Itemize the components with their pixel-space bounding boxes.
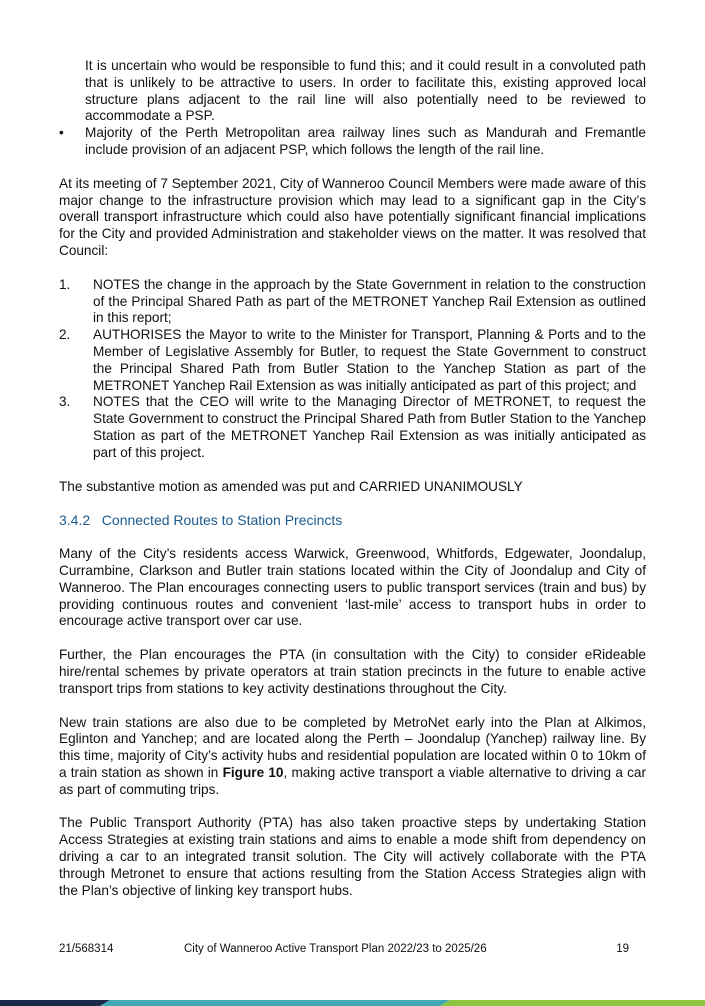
band-green-segment <box>440 1000 705 1006</box>
page-number: 19 <box>616 943 629 955</box>
resolution-item <box>59 394 646 461</box>
resolution-number: 2. <box>59 327 71 343</box>
bullet-item <box>59 125 646 159</box>
band-teal-segment <box>100 1000 450 1006</box>
page-footer <box>59 941 646 958</box>
new-stations-text: New train stations are also due to be completed by MetroNet early into the Plan at Alkimos, Eglinton and Yanchep; and are located along the Perth – Joondalup (Yanchep) railway line. By this time, majority of City’s activity hubs and residential population are located within 0 to 10km of a train station as shown in <box>59 714 646 780</box>
section-heading: 3.4.2 Connected Routes to Station Precincts <box>59 512 343 529</box>
new-stations-text-end: , making active transport a viable alternative to driving a car as part of commuting trips. <box>59 764 646 797</box>
resolution-text: AUTHORISES the Mayor to write to the Minister for Transport, Planning & Ports and to the Member of Legislative Assembly for Butler, to request the State Government to construct the Principal Shared Path from Butler Station to the Yanchep Station as part of the METRONET Yanchep Rail Extension as was initially anticipated as part of this project; and <box>93 327 646 393</box>
document-reference: 21/568314 <box>59 943 114 955</box>
erideable-paragraph: Further, the Plan encourages the PTA (in consultation with the City) to consider eRideable hire/rental schemes by private operators at train station precincts in the future to enable active transport trips from stations to key activity destinations throughout the City. <box>59 647 646 696</box>
resolution-number: 1. <box>59 276 71 292</box>
bullet-text: Majority of the Perth Metropolitan area railway lines such as Mandurah and Fremantle include provision of an adjacent PSP, which follows the length of the rail line. <box>85 125 646 157</box>
resolution-item <box>59 327 646 394</box>
station-access-paragraph: The Public Transport Authority (PTA) has also taken proactive steps by undertaking Station Access Strategies at existing train stations and aims to enable a mode shift from dependency on driving a car to an integrated transit solution. The City will actively collaborate with the PTA through Metronet to ensure that actions resulting from the Station Access Strategies align with the Plan’s objective of linking key transport hubs. <box>59 815 646 898</box>
motion-statement: The substantive motion as amended was put and CARRIED UNANIMOUSLY <box>59 478 523 494</box>
resolution-text: NOTES that the CEO will write to the Managing Director of METRONET, to request the State Government to construct the Principal Shared Path from Butler Station to the Yanchep Station as part of the METRONET Yanchep Rail Extension as was initially anticipated as part of this project. <box>93 394 646 460</box>
band-dark-segment <box>0 1000 110 1006</box>
carry-over-paragraph: It is uncertain who would be responsible to fund this; and it could result in a convoluted path that is unlikely to be attractive to users. In order to facilitate this, existing approved local structure plans adjacent to the rail line will also potentially need to be reviewed to accommodate a PSP. <box>85 58 646 124</box>
bullet-icon: • <box>59 125 64 141</box>
document-body <box>59 58 646 899</box>
figure-reference: Figure 10 <box>222 764 284 780</box>
meeting-paragraph: At its meeting of 7 September 2021, City of Wanneroo Council Members were made aware of this major change to the infrastructure provision which may lead to a significant gap in the City’s overall transport infrastructure which could also have potentially significant financial implications for the City and provided Administration and stakeholder views on the matter. It was resolved that Council: <box>59 175 646 258</box>
residents-paragraph: Many of the City’s residents access Warwick, Greenwood, Whitfords, Edgewater, Joondalup, Currambine, Clarkson and Butler train stations located within the City of Joondalup and City of Wanneroo. The Plan encourages connecting users to public transport services (train and bus) by providing continuous routes and convenient ‘last-mile’ access to transport hubs in order to encourage active transport over car use. <box>59 546 646 629</box>
resolution-item <box>59 277 646 327</box>
resolution-list <box>59 277 646 462</box>
resolution-number: 3. <box>59 394 71 410</box>
document-title: City of Wanneroo Active Transport Plan 2022/23 to 2025/26 <box>184 943 487 955</box>
resolution-text: NOTES the change in the approach by the State Government in relation to the construction of the Principal Shared Path as part of the METRONET Yanchep Rail Extension as outlined in this report; <box>93 276 646 326</box>
footer-color-band <box>0 1000 705 1006</box>
new-stations-paragraph <box>59 715 646 799</box>
